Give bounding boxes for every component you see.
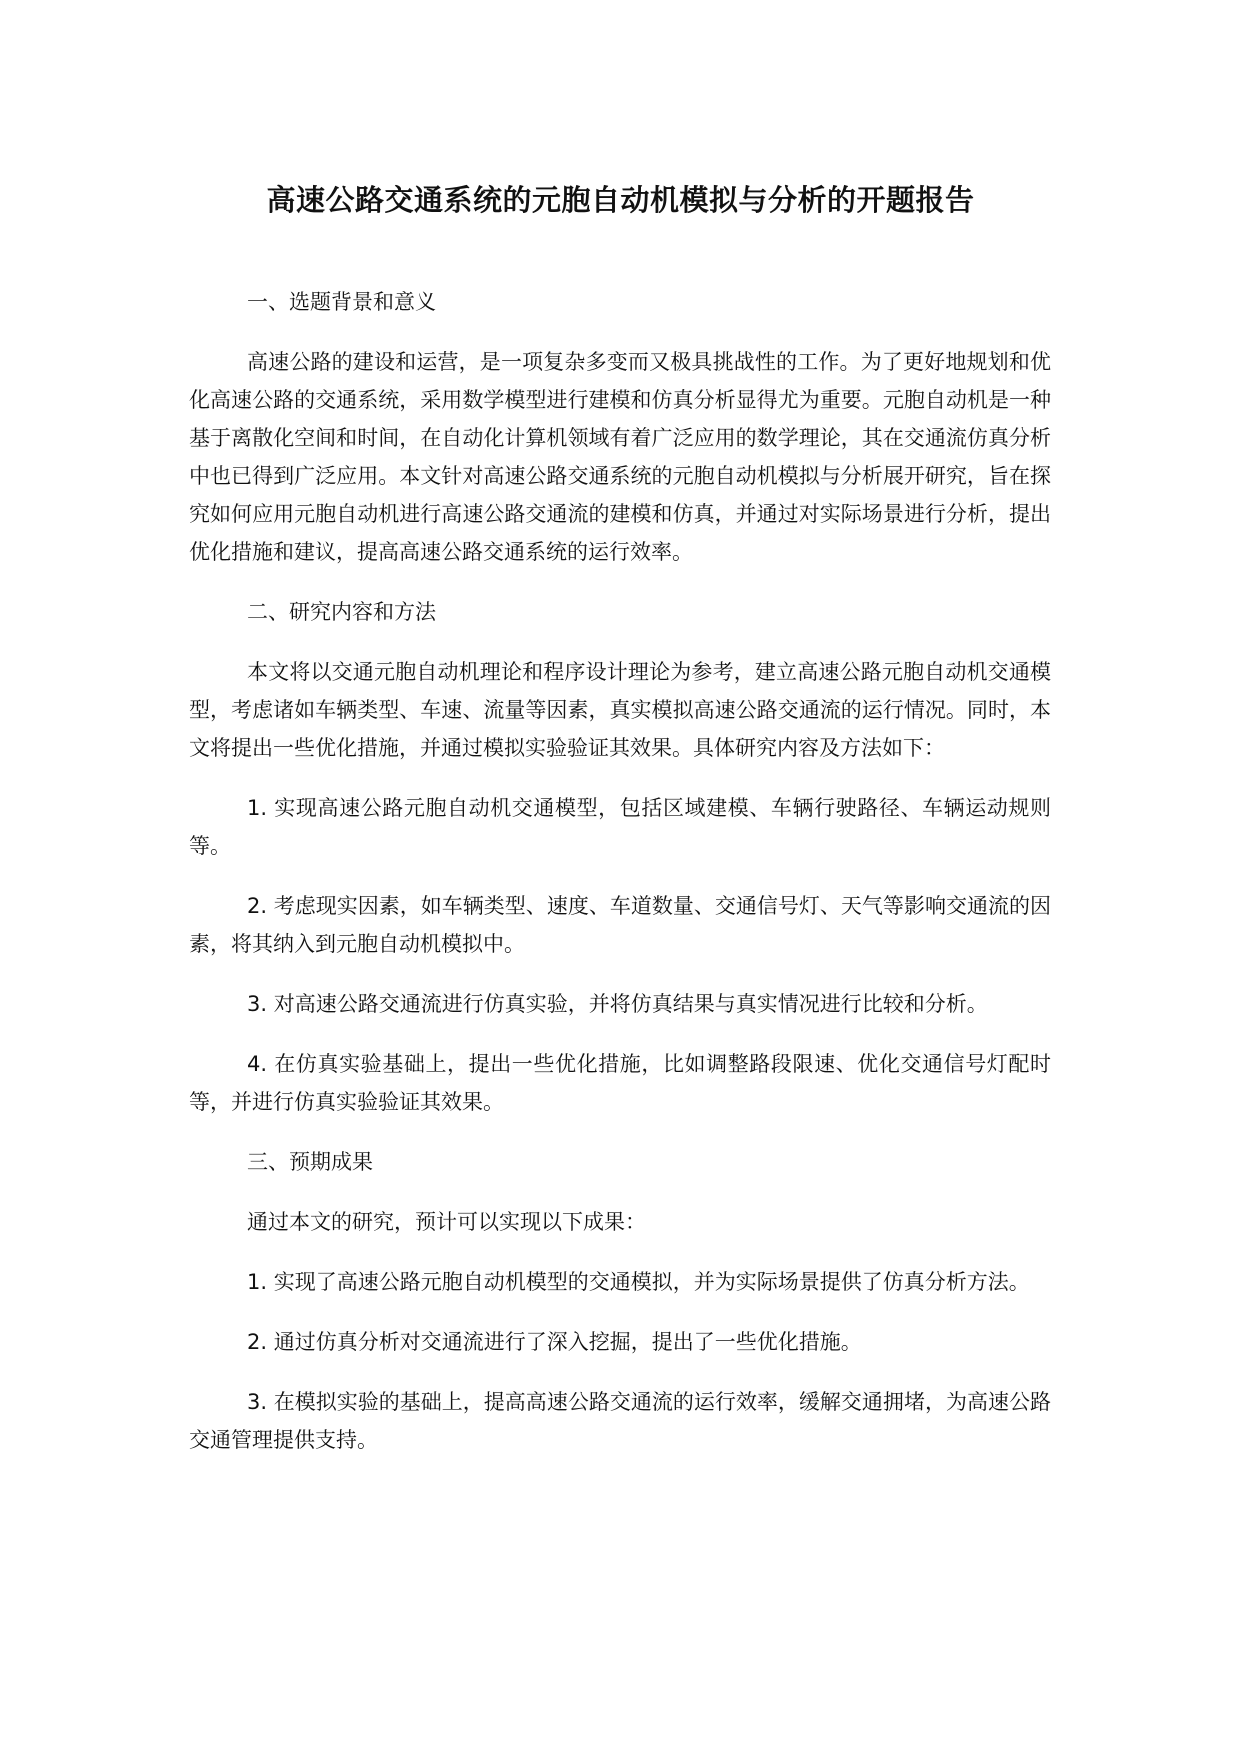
list-item-result-3: 3. 在模拟实验的基础上，提高高速公路交通流的运行效率，缓解交通拥堵，为高速公路交通管理提供支持。 [189, 1390, 1051, 1452]
list-item-method-2: 2. 考虑现实因素，如车辆类型、速度、车道数量、交通信号灯、天气等影响交通流的因素，将其纳入到元胞自动机模拟中。 [189, 894, 1051, 956]
section-heading-content-methods: 二、研究内容和方法 [247, 600, 436, 624]
list-item-method-3: 3. 对高速公路交通流进行仿真实验，并将仿真结果与真实情况进行比较和分析。 [247, 992, 988, 1016]
list-item-result-2: 2. 通过仿真分析对交通流进行了深入挖掘，提出了一些优化措施。 [247, 1330, 862, 1354]
list-item-method-4: 4. 在仿真实验基础上，提出一些优化措施，比如调整路段限速、优化交通信号灯配时等，并进行仿真实验验证其效果。 [189, 1052, 1051, 1114]
paragraph-methods-intro: 本文将以交通元胞自动机理论和程序设计理论为参考，建立高速公路元胞自动机交通模型，考虑诸如车辆类型、车速、流量等因素，真实模拟高速公路交通流的运行情况。同时，本文将提出一些优化措施，并通过模拟实验验证其效果。具体研究内容及方法如下： [189, 660, 1051, 760]
list-item-method-1: 1. 实现高速公路元胞自动机交通模型，包括区域建模、车辆行驶路径、车辆运动规则等。 [189, 796, 1051, 858]
section-heading-expected-results: 三、预期成果 [247, 1150, 373, 1174]
list-item-result-1: 1. 实现了高速公路元胞自动机模型的交通模拟，并为实际场景提供了仿真分析方法。 [247, 1270, 1030, 1294]
paragraph-results-intro: 通过本文的研究，预计可以实现以下成果： [247, 1210, 646, 1234]
document-body [189, 283, 1051, 1481]
document-title: 高速公路交通系统的元胞自动机模拟与分析的开题报告 [266, 183, 975, 217]
paragraph-background: 高速公路的建设和运营，是一项复杂多变而又极具挑战性的工作。为了更好地规划和优化高速公路的交通系统，采用数学模型进行建模和仿真分析显得尤为重要。元胞自动机是一种基于离散化空间和时间，在自动化计算机领域有着广泛应用的数学理论，其在交通流仿真分析中也已得到广泛应用。本文针对高速公路交通系统的元胞自动机模拟与分析展开研究，旨在探究如何应用元胞自动机进行高速公路交通流的建模和仿真，并通过对实际场景进行分析，提出优化措施和建议，提高高速公路交通系统的运行效率。 [189, 350, 1051, 564]
section-heading-background: 一、选题背景和意义 [247, 290, 436, 314]
